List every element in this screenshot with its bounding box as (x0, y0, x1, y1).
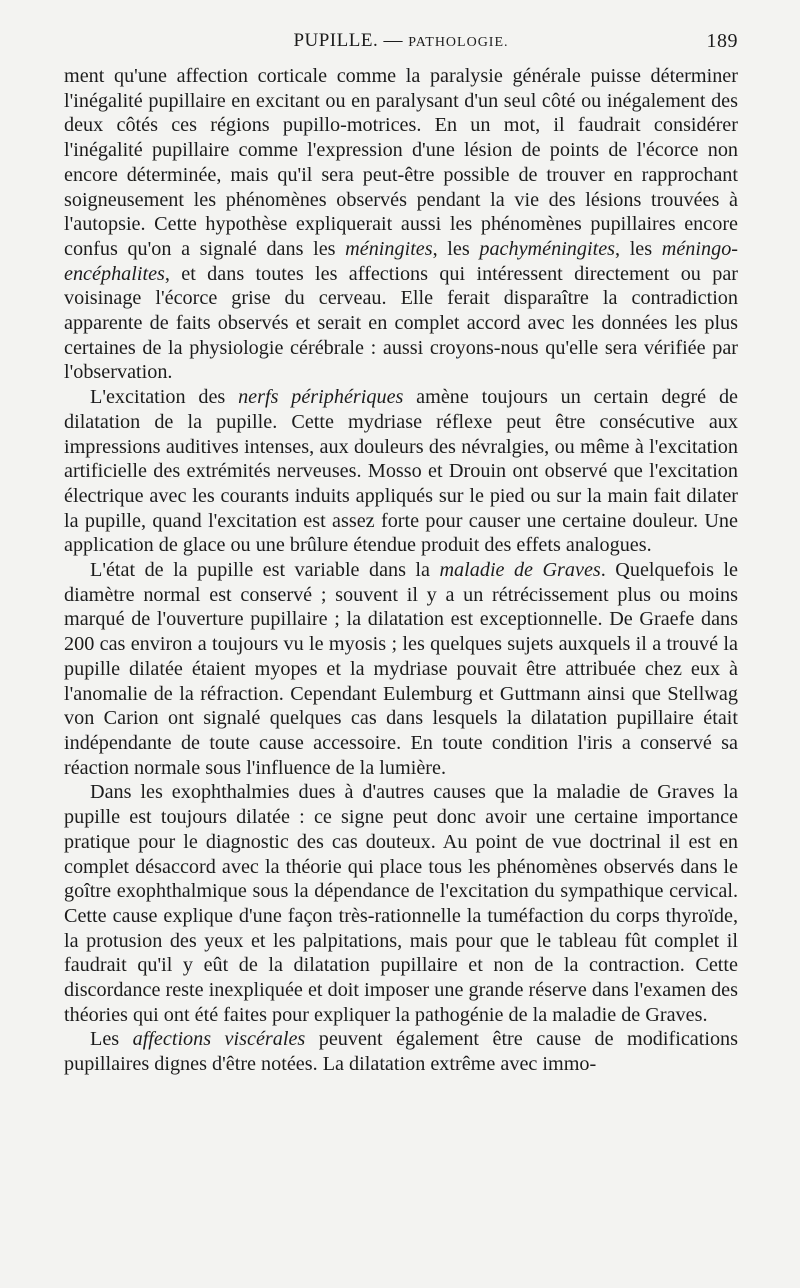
text-run: L'état de la pupille est variable dans la (90, 559, 440, 582)
paragraph (64, 1027, 738, 1076)
paragraph (64, 558, 738, 780)
running-dash: — (383, 30, 403, 51)
italic-term: maladie de Graves (439, 559, 601, 582)
italic-term: méningo-encéphalites (64, 237, 739, 285)
running-title: PUPILLE. (293, 30, 379, 51)
text-run: , les (432, 237, 480, 260)
body-text (64, 64, 738, 1077)
paragraph (64, 780, 738, 1027)
running-section: PATHOLOGIE. (408, 35, 509, 50)
text-run: peuvent également être cause de modifications pupillaires dignes d'être notées. La dilatation extrême avec immo- (64, 1028, 738, 1076)
text-run: ment qu'une affection corticale comme la paralysie générale puisse déterminer l'inégalité pupillaire en excitant ou en paralysant d'un seul côté ou inégalement des deux côtés ces régions pupillo-motrices. En un mot, il faudrait considérer l'inégalité pupillaire comme l'expression d'une lésion de points de l'écorce non encore déterminée, mais qu'il sera peut-être possible de trouver en rapprochant soigneusement les phénomènes observés pendant la vie des lésions trouvées à l'autopsie. Cette hypothèse expliquerait aussi les phénomènes pupillaires encore confus qu'on a signalé dans les (64, 65, 738, 260)
paragraph (64, 385, 738, 558)
italic-term: méningites (345, 237, 433, 260)
text-run: Dans les exophthalmies dues à d'autres causes que la maladie de Graves la pupille est toujours dilatée : ce signe peut donc avoir une certaine importance pratique pour le diagnostic des cas douteux. Au point de vue doctrinal il est en complet désaccord avec la théorie qui place tous les phénomènes observés dans le goître exophthalmique sous la dépendance de l'excitation du sympathique cervical. Cette cause explique d'une façon très-rationnelle la tuméfaction du corps thyroïde, la protusion des yeux et les palpitations, mais pour que le tableau fût complet il faudrait qu'il y eût de la dilatation pupillaire et non de la contraction. Cette discordance reste inexpliquée et doit imposer une grande réserve dans l'examen des théories qui ont été faites pour expliquer la pathogénie de la maladie de Graves. (64, 781, 738, 1026)
italic-term: affections viscérales (132, 1028, 306, 1051)
text-run: , les (615, 237, 662, 260)
text-run: Les (90, 1028, 133, 1051)
text-run: , et dans toutes les affections qui intéressent directement ou par voisinage l'écorce grise du cerveau. Elle ferait disparaître la contradiction apparente de faits observés et serait en complet accord avec les données les plus certaines de la physiologie cérébrale : aussi croyons-nous qu'elle sera vérifiée par l'observation. (64, 262, 738, 384)
italic-term: pachyméningites (479, 237, 616, 260)
page-number: 189 (706, 30, 738, 52)
text-run: L'excitation des (90, 386, 239, 409)
text-run: amène toujours un certain degré de dilatation de la pupille. Cette mydriase réflexe peut être consécutive aux impressions auditives intenses, aux douleurs des névralgies, ou même à l'excitation artificielle des extrémités nerveuses. Mosso et Drouin ont observé que l'excitation électrique avec les courants induits appliqués sur le pied ou sur la main fait dilater la pupille, quand l'excitation est assez forte pour causer une certaine douleur. Une application de glace ou une brûlure étendue produit des effets analogues. (64, 386, 738, 557)
text-run: . Quelquefois le diamètre normal est conservé ; souvent il y a un rétrécissement plus ou moins marqué de l'ouverture pupillaire ; la dilatation est exceptionnelle. De Graefe dans 200 cas environ a toujours vu le myosis ; les quelques sujets auxquels il a trouvé la pupille dilatée étaient myopes et la mydriase pouvait être attribuée chez eux à l'anomalie de la réfraction. Cependant Eulemburg et Guttmann ainsi que Stellwag von Carion ont signalé quelques cas dans lesquels la dilatation pupillaire était indépendante de toute cause accessoire. En toute condition l'iris a conservé sa réaction normale sous l'influence de la lumière. (64, 559, 738, 779)
italic-term: nerfs périphériques (238, 386, 404, 409)
running-head (64, 30, 738, 58)
paragraph (64, 64, 738, 385)
